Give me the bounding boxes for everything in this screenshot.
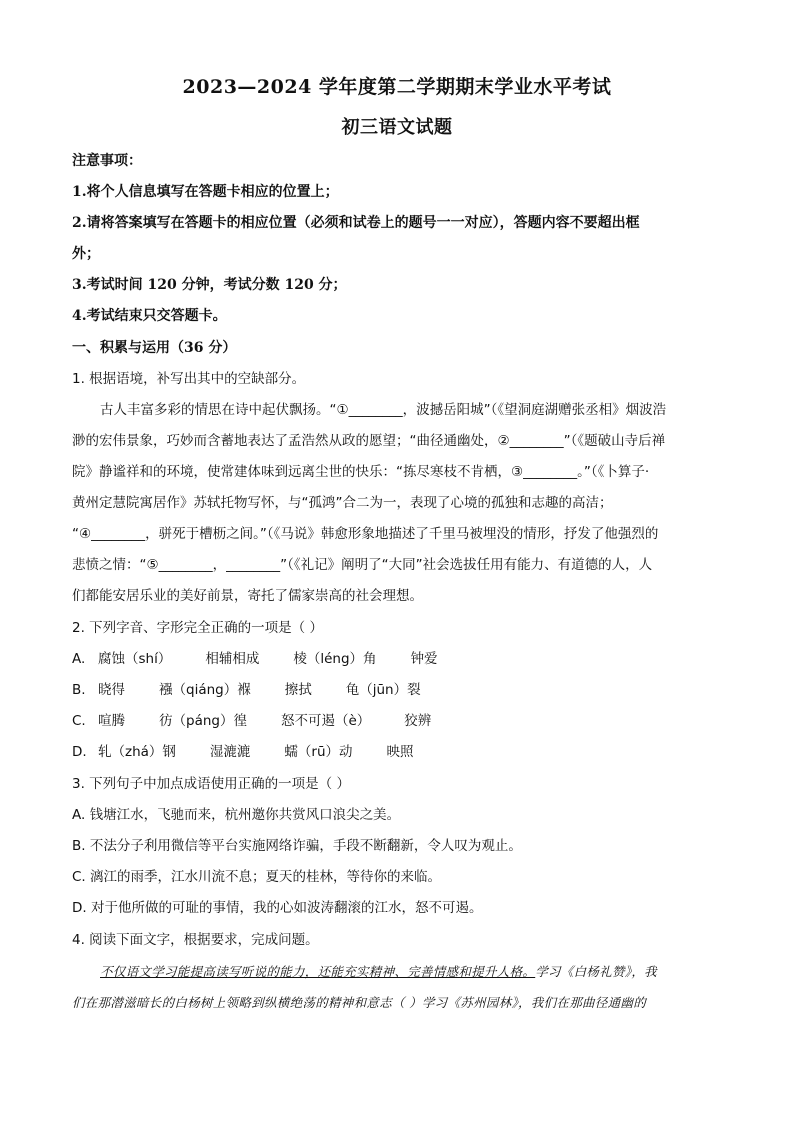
- option-item: 蠕（rū）动: [284, 744, 353, 760]
- option-item: 彷（páng）徨: [159, 713, 247, 729]
- question-1-passage-line: 院》静谧祥和的环境，使常建体味到远离尘世的快乐：“拣尽寒枝不肯栖，③________。”（《卜算子·: [72, 464, 650, 480]
- option-item: 襁（qiáng）褓: [159, 682, 251, 698]
- question-2-option-d: [72, 742, 722, 762]
- notice-item: 2.请将答案填写在答题卡的相应位置（必须和试卷上的题号一一对应），答题内容不要超出框: [72, 215, 640, 231]
- option-item: 棱（léng）角: [293, 651, 377, 667]
- question-4-passage-line: [100, 962, 722, 982]
- notice-item: 1.将个人信息填写在答题卡相应的位置上；: [72, 184, 339, 200]
- notice-heading: 注意事项：: [72, 153, 142, 169]
- question-1-passage-line: 悲愤之情：“⑤________，________”（《礼记》阐明了“大同”社会选拔任用有能力、有道德的人，人: [72, 557, 653, 573]
- option-label: A.: [72, 651, 86, 667]
- option-label: D.: [72, 744, 87, 760]
- question-3-option-c: C. 漓江的雨季，江水川流不息；夏天的桂林，等待你的来临。: [72, 869, 442, 885]
- option-item: 狡辨: [404, 713, 432, 729]
- option-item: 相辅相成: [205, 651, 260, 667]
- question-3-stem: 3. 下列句子中加点成语使用正确的一项是（ ）: [72, 776, 350, 792]
- option-item: 喧腾: [98, 713, 125, 729]
- question-3-option-d: D. 对于他所做的可耻的事情，我的心如波涛翻滚的江水，怒不可遏。: [72, 900, 483, 916]
- option-item: 怒不可遏（è）: [280, 713, 371, 729]
- question-1-passage-line: 们都能安居乐业的美好前景，寄托了儒家崇高的社会理想。: [72, 588, 423, 604]
- underlined-sentence: 不仅语文学习能提高读写听说的能力，还能充实精神、完善情感和提升人格。: [100, 964, 536, 979]
- question-1-passage-line: 黄州定慧院寓居作》苏轼托物写怀，与“孤鸿”合二为一，表现了心境的孤独和志趣的高洁；: [72, 495, 613, 511]
- question-2-stem: 2. 下列字音、字形完全正确的一项是（ ）: [72, 620, 323, 636]
- passage-text: 学习《白杨礼赞》，我: [535, 964, 657, 979]
- question-1-passage-line: 古人丰富多彩的情思在诗中起伏飘扬。“①________，波撼岳阳城”（《望洞庭湖赠张丞相》烟波浩: [100, 402, 667, 418]
- question-2-option-a: [72, 649, 722, 669]
- question-1-passage-line: “④________，骈死于槽枥之间。”（《马说》韩愈形象地描述了千里马被埋没的情形，抒发了他强烈的: [72, 526, 659, 542]
- notice-item: 外；: [72, 246, 100, 262]
- question-4-passage-line: 们在那潜滋暗长的白杨树上领略到纵横绝荡的精神和意志（ ）学习《苏州园林》，我们在那曲径通幽的: [72, 995, 647, 1010]
- option-label: C.: [72, 713, 86, 729]
- option-item: 龟（jūn）裂: [345, 682, 421, 698]
- option-item: 钟爱: [410, 651, 438, 667]
- section-heading: 一、积累与运用（36 分）: [72, 340, 237, 356]
- question-3-option-b: B. 不法分子利用微信等平台实施网络诈骗，手段不断翻新，令人叹为观止。: [72, 838, 522, 854]
- question-4-stem: 4. 阅读下面文字，根据要求，完成问题。: [72, 932, 319, 948]
- exam-subtitle: 初三语文试题: [341, 117, 453, 138]
- question-1-stem: 1. 根据语境，补写出其中的空缺部分。: [72, 371, 306, 387]
- question-2-option-c: [72, 711, 722, 731]
- question-1-passage-line: 渺的宏伟景象，巧妙而含蓄地表达了孟浩然从政的愿望；“曲径通幽处，②________”（《题破山寺后禅: [72, 433, 666, 449]
- option-item: 轧（zhá）钢: [98, 744, 176, 760]
- notice-item: 3.考试时间 120 分钟，考试分数 120 分；: [72, 277, 347, 293]
- option-item: 映照: [386, 744, 414, 760]
- exam-title: 2023—2024 学年度第二学期期末学业水平考试: [182, 76, 612, 98]
- option-label: B.: [72, 682, 86, 698]
- question-2-option-b: [72, 680, 722, 700]
- option-item: 腐蚀（shí）: [98, 651, 172, 667]
- notice-item: 4.考试结束只交答题卡。: [72, 308, 227, 324]
- question-3-option-a: A. 钱塘江水，飞驰而来，杭州邀你共赏风口浪尖之美。: [72, 807, 401, 823]
- option-item: 湿漉漉: [209, 744, 251, 760]
- option-item: 晓得: [98, 682, 125, 698]
- option-item: 擦拭: [284, 682, 312, 698]
